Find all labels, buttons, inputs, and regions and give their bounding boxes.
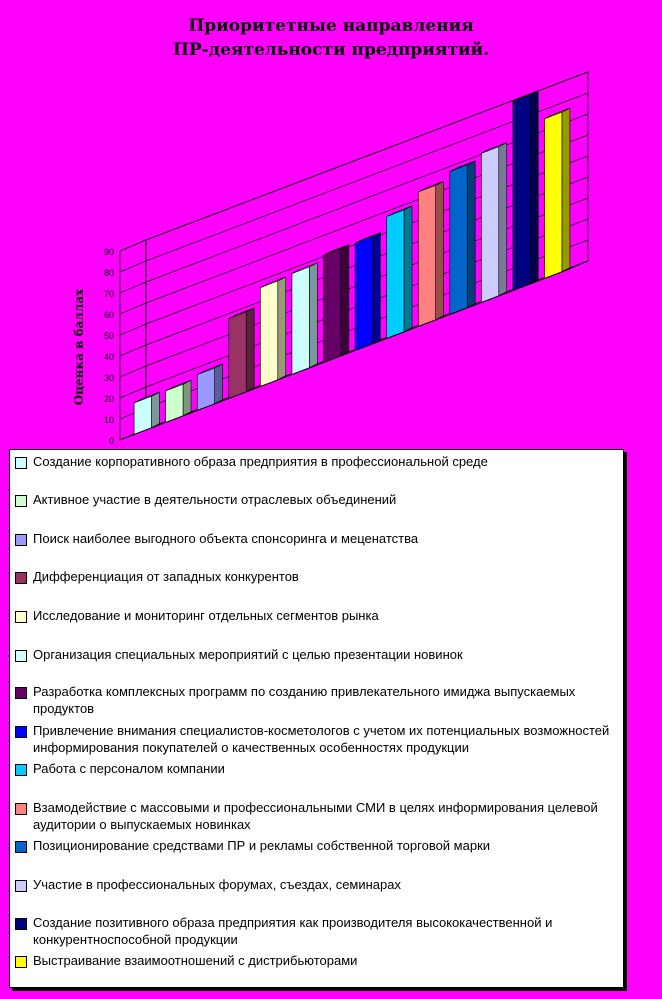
legend-swatch	[15, 611, 27, 623]
bar-side	[309, 263, 317, 368]
legend-label: Поиск наиболее выгодного объекта спонсоринга и меценатства	[33, 531, 419, 546]
bar-side	[151, 392, 159, 428]
legend-label: Дифференциация от западных конкурентов	[33, 569, 299, 584]
bar-side	[215, 364, 223, 404]
bar-front	[260, 281, 277, 386]
bar-side	[436, 181, 444, 319]
bar	[260, 277, 285, 386]
bar	[355, 233, 380, 351]
legend-swatch	[15, 534, 27, 546]
bar-front	[355, 237, 372, 351]
bar	[545, 108, 570, 278]
bar	[197, 364, 222, 410]
legend-label: Организация специальных мероприятий с целью презентации новинок	[33, 647, 463, 662]
bar-front	[229, 312, 246, 398]
chart-title-line-1: Приоритетные направления	[188, 16, 474, 36]
legend-item	[15, 722, 615, 756]
y-tick-label: 80	[103, 268, 114, 278]
legend-swatch	[15, 687, 27, 699]
bar	[292, 263, 317, 374]
legend-item	[15, 491, 615, 508]
legend-item	[15, 453, 615, 470]
legend-label: Участие в профессиональных форумах, съездах, семинарах	[33, 877, 401, 892]
chart-bars	[134, 91, 570, 435]
bar-side	[372, 233, 380, 344]
bar-side	[341, 245, 349, 356]
bar-front	[387, 210, 404, 338]
legend-label: Исследование и мониторинг отдельных сегментов рынка	[33, 608, 379, 623]
bar	[134, 392, 159, 434]
legend-swatch	[15, 572, 27, 584]
legend-item	[15, 837, 615, 854]
bar-side	[183, 380, 191, 416]
bar-front	[197, 368, 214, 410]
bar-side	[278, 277, 286, 380]
y-tick-label: 20	[103, 394, 114, 404]
legend-swatch	[15, 457, 27, 469]
legend-item	[15, 799, 615, 833]
y-axis-label: Оценка в баллах	[72, 288, 86, 406]
bar	[513, 91, 538, 291]
bar-front	[292, 267, 309, 374]
y-tick-label: 90	[103, 247, 114, 257]
legend-swatch	[15, 880, 27, 892]
legend-label: Активное участие в деятельности отраслевых объединений	[33, 492, 397, 507]
bar	[481, 143, 506, 303]
bar-front	[481, 147, 498, 303]
legend-label: Выстраивание взаимоотношений с дистрибьюторами	[33, 953, 358, 968]
y-tick-label: 40	[103, 352, 114, 362]
bar-side	[530, 91, 538, 284]
legend-swatch	[15, 956, 27, 968]
y-tick-label: 0	[108, 436, 114, 445]
legend-label: Взамодействие с массовыми и профессиональными СМИ в целях информирования целевой аудитории о выпускаемых новинках	[33, 800, 598, 832]
bar-front	[513, 95, 530, 291]
legend-label: Работа с персоналом компании	[33, 761, 225, 776]
bar	[450, 161, 475, 314]
bar-chart	[0, 0, 662, 445]
bar-side	[467, 161, 475, 308]
bar-front	[324, 249, 341, 363]
legend-swatch	[15, 726, 27, 738]
y-tick-label: 60	[103, 310, 114, 320]
legend-item	[15, 952, 615, 969]
legend-item	[15, 568, 615, 585]
legend-swatch	[15, 650, 27, 662]
y-tick-label: 70	[103, 289, 114, 299]
legend-label: Позиционирование средствами ПР и рекламы собственной торговой марки	[33, 838, 491, 853]
bar-side	[499, 143, 507, 296]
legend-swatch	[15, 495, 27, 507]
legend-item	[15, 914, 615, 948]
bar-front	[545, 112, 562, 278]
bar	[324, 245, 349, 363]
y-tick-label: 10	[103, 415, 114, 425]
legend-label: Создание корпоративного образа предприятия в профессиональной среде	[33, 454, 488, 469]
bar	[229, 308, 254, 398]
bar-side	[562, 108, 570, 272]
bar-side	[404, 206, 412, 332]
legend-label: Привлечение внимания специалистов-косметологов с учетом их потенциальных возможностей информирования покупателей о качественных особенностях продукции	[33, 723, 610, 755]
legend-swatch	[15, 764, 27, 776]
y-tick-label: 50	[103, 331, 114, 341]
legend-swatch	[15, 918, 27, 930]
chart-legend	[9, 449, 624, 988]
bar	[418, 181, 443, 326]
y-tick-label: 30	[103, 373, 114, 383]
legend-label: Разработка комплексных программ по созданию привлекательного имиджа выпускаемых продуктов	[33, 684, 576, 716]
legend-item	[15, 607, 615, 624]
legend-item	[15, 760, 615, 777]
bar	[387, 206, 412, 338]
y-axis-ticks	[104, 247, 114, 445]
bar	[166, 380, 191, 422]
bar-front	[450, 165, 467, 314]
bar-side	[246, 308, 254, 392]
bar-front	[418, 185, 435, 326]
legend-item	[15, 646, 615, 663]
chart-title-line-2: ПР-деятельности предприятий.	[172, 40, 490, 60]
legend-item	[15, 876, 615, 893]
legend-item	[15, 683, 615, 717]
legend-label: Создание позитивного образа предприятия как производителя высококачественной и конкурентноспособной продукции	[33, 915, 553, 947]
legend-swatch	[15, 803, 27, 815]
legend-item	[15, 530, 615, 547]
legend-swatch	[15, 841, 27, 853]
